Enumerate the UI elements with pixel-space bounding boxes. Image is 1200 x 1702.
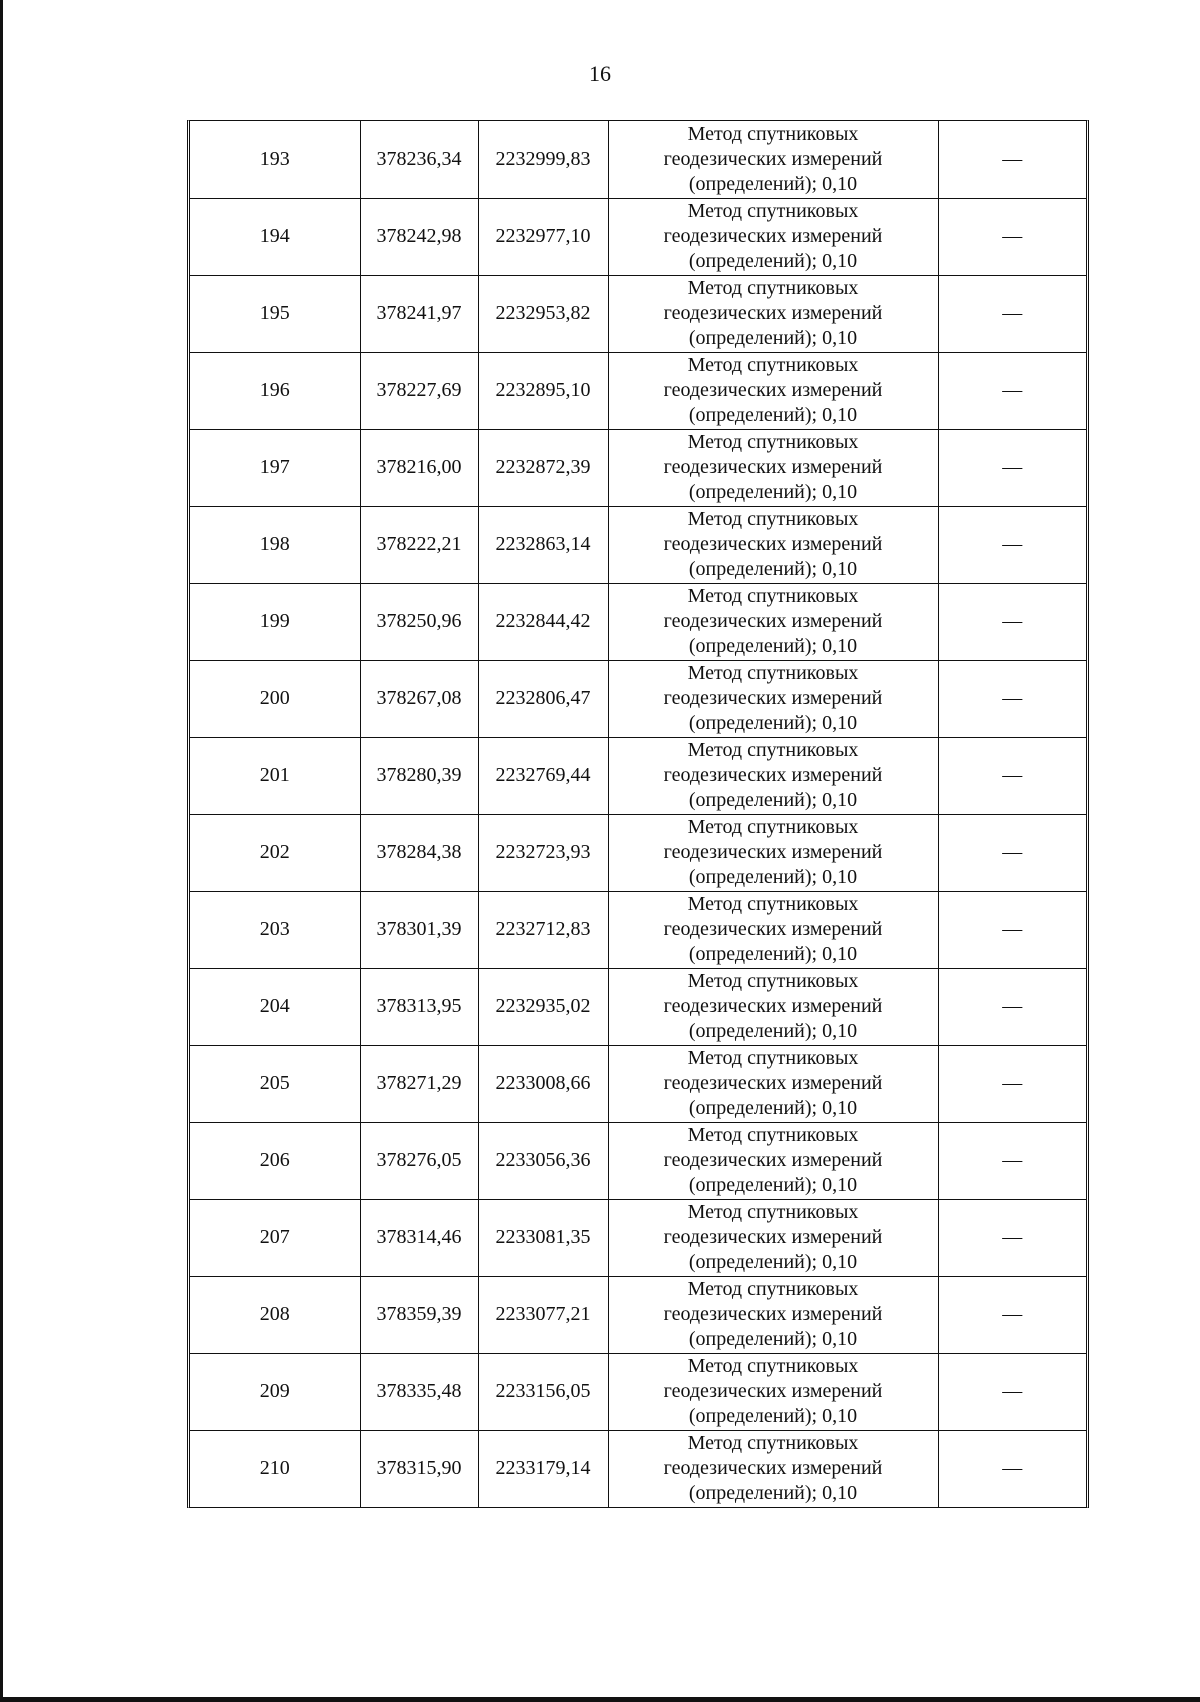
description-cell: —: [938, 814, 1086, 891]
point-number-cell: 198: [190, 506, 360, 583]
x-coordinate-cell: 378222,21: [360, 506, 478, 583]
table-row: [190, 352, 1086, 429]
table-row: [190, 1430, 1086, 1507]
x-coordinate-cell: 378301,39: [360, 891, 478, 968]
method-line: Метод спутниковых: [687, 662, 859, 684]
y-coordinate-cell: 2232806,47: [478, 660, 608, 737]
method-cell: [608, 506, 938, 583]
method-line: Метод спутниковых: [687, 122, 859, 145]
method-cell: [608, 891, 938, 968]
method-line: Метод спутниковых: [687, 354, 859, 376]
table-row: [190, 660, 1086, 737]
method-line: геодезических измерений: [663, 225, 883, 247]
table-row: [190, 275, 1086, 352]
y-coordinate-cell: 2233081,35: [478, 1199, 608, 1276]
method-line: (определений); 0,10: [688, 481, 858, 503]
x-coordinate-cell: 378250,96: [360, 583, 478, 660]
x-coordinate-cell: 378241,97: [360, 275, 478, 352]
description-cell: —: [938, 1122, 1086, 1199]
method-line: (определений); 0,10: [688, 712, 858, 734]
method-line: (определений); 0,10: [688, 327, 858, 349]
description-cell: —: [938, 1199, 1086, 1276]
scan-bottom-edge: [0, 1697, 1200, 1702]
description-cell: —: [938, 1430, 1086, 1507]
table-row: [190, 198, 1086, 275]
method-line: геодезических измерений: [663, 1226, 883, 1248]
method-line: (определений); 0,10: [688, 866, 858, 888]
method-cell: [608, 1430, 938, 1507]
description-cell: —: [938, 506, 1086, 583]
method-line: (определений); 0,10: [688, 1251, 858, 1273]
method-cell: [608, 352, 938, 429]
x-coordinate-cell: 378313,95: [360, 968, 478, 1045]
point-number-cell: 204: [190, 968, 360, 1045]
y-coordinate-cell: 2232935,02: [478, 968, 608, 1045]
method-line: (определений); 0,10: [688, 943, 858, 965]
table-row: [190, 429, 1086, 506]
method-line: (определений); 0,10: [688, 172, 858, 195]
method-cell: [608, 1122, 938, 1199]
method-line: (определений); 0,10: [688, 1174, 858, 1196]
method-line: Метод спутниковых: [687, 431, 859, 453]
description-cell: —: [938, 1045, 1086, 1122]
point-number-cell: 196: [190, 352, 360, 429]
table-row: [190, 1276, 1086, 1353]
method-line: (определений); 0,10: [688, 789, 858, 811]
y-coordinate-cell: 2232723,93: [478, 814, 608, 891]
y-coordinate-cell: 2233077,21: [478, 1276, 608, 1353]
method-line: Метод спутниковых: [687, 1124, 859, 1146]
point-number-cell: 197: [190, 429, 360, 506]
y-coordinate-cell: 2233008,66: [478, 1045, 608, 1122]
method-cell: [608, 968, 938, 1045]
method-line: (определений); 0,10: [688, 404, 858, 426]
x-coordinate-cell: 378284,38: [360, 814, 478, 891]
description-cell: —: [938, 583, 1086, 660]
y-coordinate-cell: 2232977,10: [478, 198, 608, 275]
scan-left-edge: [0, 0, 3, 1702]
description-cell: —: [938, 968, 1086, 1045]
point-number-cell: 209: [190, 1353, 360, 1430]
method-line: геодезических измерений: [663, 379, 883, 401]
y-coordinate-cell: 2232769,44: [478, 737, 608, 814]
coordinates-table-frame: [187, 120, 1089, 1508]
description-cell: —: [938, 352, 1086, 429]
description-cell: —: [938, 737, 1086, 814]
table-row: [190, 1122, 1086, 1199]
y-coordinate-cell: 2232872,39: [478, 429, 608, 506]
method-cell: [608, 660, 938, 737]
x-coordinate-cell: 378236,34: [360, 121, 478, 198]
point-number-cell: 210: [190, 1430, 360, 1507]
method-line: (определений); 0,10: [688, 1328, 858, 1350]
x-coordinate-cell: 378315,90: [360, 1430, 478, 1507]
method-line: геодезических измерений: [663, 918, 883, 940]
method-cell: [608, 429, 938, 506]
x-coordinate-cell: 378314,46: [360, 1199, 478, 1276]
point-number-cell: 203: [190, 891, 360, 968]
method-cell: [608, 1199, 938, 1276]
point-number-cell: 201: [190, 737, 360, 814]
table-row: [190, 506, 1086, 583]
method-cell: [608, 583, 938, 660]
method-line: (определений); 0,10: [688, 1405, 858, 1427]
point-number-cell: 207: [190, 1199, 360, 1276]
page-number: 16: [589, 61, 611, 86]
method-line: Метод спутниковых: [687, 970, 859, 992]
x-coordinate-cell: 378267,08: [360, 660, 478, 737]
method-line: геодезических измерений: [663, 995, 883, 1017]
table-row: [190, 814, 1086, 891]
table-row: [190, 968, 1086, 1045]
method-cell: [608, 1353, 938, 1430]
method-line: Метод спутниковых: [687, 1201, 859, 1223]
method-line: геодезических измерений: [663, 533, 883, 555]
description-cell: —: [938, 198, 1086, 275]
coordinates-table-body: [190, 121, 1086, 1507]
method-line: Метод спутниковых: [687, 1432, 859, 1455]
method-line: (определений); 0,10: [688, 1482, 858, 1505]
point-number-cell: 194: [190, 198, 360, 275]
point-number-cell: 206: [190, 1122, 360, 1199]
method-cell: [608, 1045, 938, 1122]
method-line: геодезических измерений: [663, 147, 883, 170]
table-row: [190, 891, 1086, 968]
y-coordinate-cell: 2232895,10: [478, 352, 608, 429]
description-cell: —: [938, 429, 1086, 506]
method-line: Метод спутниковых: [687, 585, 859, 607]
method-line: геодезических измерений: [663, 1457, 883, 1480]
method-cell: [608, 1276, 938, 1353]
method-line: Метод спутниковых: [687, 1278, 859, 1300]
description-cell: —: [938, 1276, 1086, 1353]
method-line: (определений); 0,10: [688, 558, 858, 580]
y-coordinate-cell: 2232999,83: [478, 121, 608, 198]
table-row: [190, 1353, 1086, 1430]
table-row: [190, 737, 1086, 814]
method-cell: [608, 275, 938, 352]
y-coordinate-cell: 2233156,05: [478, 1353, 608, 1430]
method-line: геодезических измерений: [663, 456, 883, 478]
method-line: геодезических измерений: [663, 841, 883, 863]
description-cell: —: [938, 1353, 1086, 1430]
method-line: Метод спутниковых: [687, 1355, 859, 1377]
method-line: Метод спутниковых: [687, 1047, 859, 1069]
x-coordinate-cell: 378242,98: [360, 198, 478, 275]
point-number-cell: 200: [190, 660, 360, 737]
y-coordinate-cell: 2232863,14: [478, 506, 608, 583]
method-cell: [608, 814, 938, 891]
method-line: Метод спутниковых: [687, 739, 859, 761]
table-row: [190, 583, 1086, 660]
method-line: геодезических измерений: [663, 1380, 883, 1402]
table-row: [190, 121, 1086, 198]
method-line: геодезических измерений: [663, 302, 883, 324]
x-coordinate-cell: 378216,00: [360, 429, 478, 506]
method-line: геодезических измерений: [663, 1149, 883, 1171]
description-cell: —: [938, 891, 1086, 968]
method-line: геодезических измерений: [663, 764, 883, 786]
point-number-cell: 208: [190, 1276, 360, 1353]
method-line: Метод спутниковых: [687, 508, 859, 530]
method-line: (определений); 0,10: [688, 635, 858, 657]
method-line: геодезических измерений: [663, 1072, 883, 1094]
x-coordinate-cell: 378335,48: [360, 1353, 478, 1430]
method-cell: [608, 737, 938, 814]
y-coordinate-cell: 2233179,14: [478, 1430, 608, 1507]
point-number-cell: 195: [190, 275, 360, 352]
coordinates-table: [190, 121, 1086, 1507]
method-line: Метод спутниковых: [687, 893, 859, 915]
y-coordinate-cell: 2232953,82: [478, 275, 608, 352]
method-cell: [608, 198, 938, 275]
method-line: геодезических измерений: [663, 687, 883, 709]
y-coordinate-cell: 2232844,42: [478, 583, 608, 660]
description-cell: —: [938, 121, 1086, 198]
x-coordinate-cell: 378359,39: [360, 1276, 478, 1353]
table-row: [190, 1045, 1086, 1122]
x-coordinate-cell: 378227,69: [360, 352, 478, 429]
y-coordinate-cell: 2233056,36: [478, 1122, 608, 1199]
method-line: геодезических измерений: [663, 610, 883, 632]
method-cell: [608, 121, 938, 198]
x-coordinate-cell: 378280,39: [360, 737, 478, 814]
method-line: (определений); 0,10: [688, 1097, 858, 1119]
point-number-cell: 205: [190, 1045, 360, 1122]
x-coordinate-cell: 378271,29: [360, 1045, 478, 1122]
x-coordinate-cell: 378276,05: [360, 1122, 478, 1199]
description-cell: —: [938, 275, 1086, 352]
point-number-cell: 202: [190, 814, 360, 891]
method-line: геодезических измерений: [663, 1303, 883, 1325]
table-row: [190, 1199, 1086, 1276]
point-number-cell: 199: [190, 583, 360, 660]
method-line: (определений); 0,10: [688, 1020, 858, 1042]
description-cell: —: [938, 660, 1086, 737]
method-line: Метод спутниковых: [687, 200, 859, 222]
method-line: Метод спутниковых: [687, 816, 859, 838]
point-number-cell: 193: [190, 121, 360, 198]
method-line: Метод спутниковых: [687, 277, 859, 299]
y-coordinate-cell: 2232712,83: [478, 891, 608, 968]
method-line: (определений); 0,10: [688, 250, 858, 272]
